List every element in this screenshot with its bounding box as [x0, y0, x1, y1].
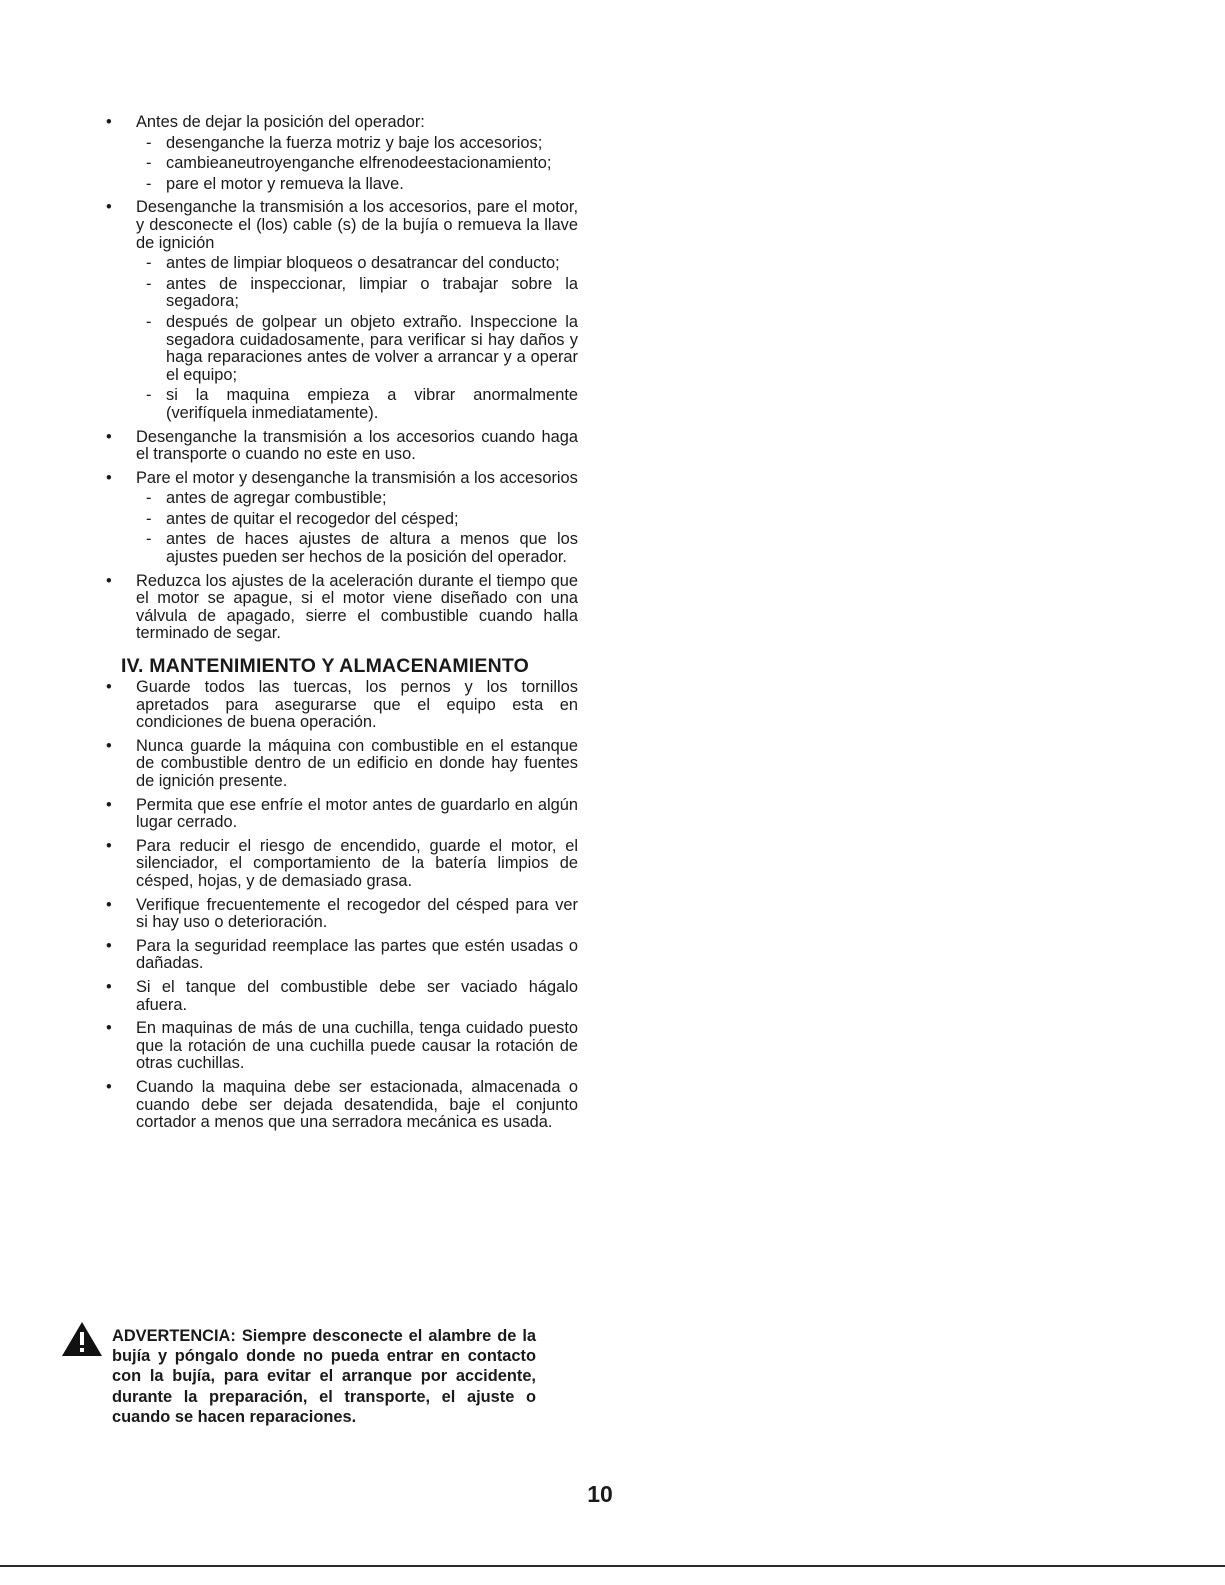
sub-item: [136, 387, 578, 422]
warning-triangle-icon: [60, 1320, 104, 1358]
sub-item: [136, 276, 578, 311]
bullet: •: [106, 468, 112, 487]
list-item-text: En maquinas de más de una cuchilla, tenga cuidado puesto que la rotación de una cuchilla puede causar la rotación de otras cuchillas.: [136, 1019, 578, 1073]
sub-item-text: si la maquina empieza a vibrar anormalmente (verifíquela inmediatamente).: [166, 386, 578, 422]
bullet: •: [106, 678, 112, 697]
list-item: [106, 838, 578, 891]
list-item: [106, 470, 578, 567]
bullet: •: [106, 1019, 112, 1038]
bullet: •: [106, 936, 112, 955]
list-item: [106, 738, 578, 791]
sub-item-text: antes de limpiar bloqueos o desatrancar del conducto;: [166, 254, 560, 273]
list-item: [106, 797, 578, 832]
sub-item-text: cambieaneutroyenganche elfrenodeestacionamiento;: [166, 154, 552, 173]
dash: -: [146, 489, 152, 508]
sub-item-text: después de golpear un objeto extraño. Inspeccione la segadora cuidadosamente, para verificar si hay daños y haga reparaciones antes de volver a arrancar y a operar el equipo;: [166, 312, 578, 384]
list-item-text: Desenganche la transmisión a los accesorios, pare el motor, y desconecte el (los) cable (s) de la bujía o remueva la llave de ignición: [136, 198, 578, 252]
sub-item: [136, 511, 578, 529]
list-item-text: Pare el motor y desenganche la transmisión a los accesorios: [136, 468, 578, 487]
sub-list: [136, 255, 578, 422]
sub-item: [136, 490, 578, 508]
bullet: •: [106, 836, 112, 855]
list-item: [106, 679, 578, 732]
bullet: •: [106, 977, 112, 996]
list-item-text: Para reducir el riesgo de encendido, guarde el motor, el silenciador, el comportamiento de la batería limpios de césped, hojas, y de demasiado grasa.: [136, 836, 578, 890]
dash: -: [146, 133, 152, 152]
sub-item-text: antes de quitar el recogedor del césped;: [166, 509, 459, 528]
list-item: [106, 1079, 578, 1132]
sub-item: [136, 135, 578, 153]
bullet: •: [106, 427, 112, 446]
dash: -: [146, 254, 152, 273]
bullet: •: [106, 1077, 112, 1096]
dash: -: [146, 386, 152, 405]
sub-item-text: pare el motor y remueva la llave.: [166, 174, 404, 193]
maintenance-section: [106, 655, 578, 1132]
list-item: [106, 573, 578, 643]
sub-list: [136, 135, 578, 194]
page-number: 10: [587, 1481, 613, 1507]
warning-text: ADVERTENCIA: Siempre desconecte el alambre de la bujía y póngalo donde no pueda entrar en contacto con la bujía, para evitar el arranque por accidente, durante la preparación, el transporte, el ajuste o cuando se hacen reparaciones.: [112, 1327, 536, 1426]
sub-item: [136, 176, 578, 194]
list-item: [106, 429, 578, 464]
list-item: [106, 897, 578, 932]
list-item-text: Para la seguridad reemplace las partes que estén usadas o dañadas.: [136, 936, 578, 973]
sub-item: [136, 314, 578, 384]
sub-item: [136, 255, 578, 273]
text-column: [106, 114, 578, 1132]
list-item: [106, 1020, 578, 1073]
list-item-text: Desenganche la transmisión a los accesorios cuando haga el transporte o cuando no este en uso.: [136, 427, 578, 464]
sub-item-text: antes de haces ajustes de altura a menos que los ajustes pueden ser hechos de la posición del operador.: [166, 530, 578, 567]
bullet: •: [106, 736, 112, 755]
bullet: •: [106, 795, 112, 814]
list-item-text: Nunca guarde la máquina con combustible en el estanque de combustible dentro de un edificio en donde hay fuentes de ignición presente.: [136, 736, 578, 790]
list-item-text: Guarde todos las tuercas, los pernos y los tornillos apretados para asegurarse que el equipo esta en condiciones de buena operación.: [136, 678, 578, 732]
dash: -: [146, 312, 152, 331]
bullet: •: [106, 113, 112, 131]
list-item: [106, 938, 578, 973]
sub-item-text: antes de inspeccionar, limpiar o trabajar sobre la segadora;: [166, 274, 578, 311]
dash: -: [146, 274, 152, 293]
list-item: [106, 979, 578, 1014]
list-item-text: Verifique frecuentemente el recogedor del césped para ver si hay uso o deterioración.: [136, 895, 578, 932]
safety-list: [106, 114, 578, 643]
dash: -: [146, 509, 152, 528]
dash: -: [146, 154, 152, 173]
sub-item: [136, 155, 578, 173]
bullet: •: [106, 571, 112, 590]
section-title: IV. MANTENIMIENTO Y ALMACENAMIENTO: [121, 655, 530, 678]
bullet: •: [106, 895, 112, 914]
bottom-rule: [0, 1565, 1225, 1567]
list-item: [106, 199, 578, 422]
list-item: [106, 114, 578, 193]
dash: -: [146, 174, 152, 193]
list-item-text: Antes de dejar la posición del operador:: [136, 113, 425, 131]
sub-item-text: antes de agregar combustible;: [166, 489, 387, 508]
dash: -: [146, 530, 152, 549]
list-item-text: Si el tanque del combustible debe ser vaciado hágalo afuera.: [136, 977, 578, 1014]
sub-item-text: desenganche la fuerza motriz y baje los accesorios;: [166, 133, 543, 152]
list-item-text: Reduzca los ajustes de la aceleración durante el tiempo que el motor se apague, si el motor viene diseñado con una válvula de apagado, sierre el combustible cuando halla terminado de segar.: [136, 571, 578, 643]
list-item-text: Permita que ese enfríe el motor antes de guardarlo en algún lugar cerrado.: [136, 795, 578, 832]
bullet: •: [106, 198, 112, 217]
warning-block: [112, 1326, 536, 1427]
sub-item: [136, 531, 578, 566]
list-item-text: Cuando la maquina debe ser estacionada, almacenada o cuando debe ser dejada desatendida, baje el conjunto cortador a menos que una serradora mecánica es usada.: [136, 1077, 578, 1132]
sub-list: [136, 490, 578, 566]
